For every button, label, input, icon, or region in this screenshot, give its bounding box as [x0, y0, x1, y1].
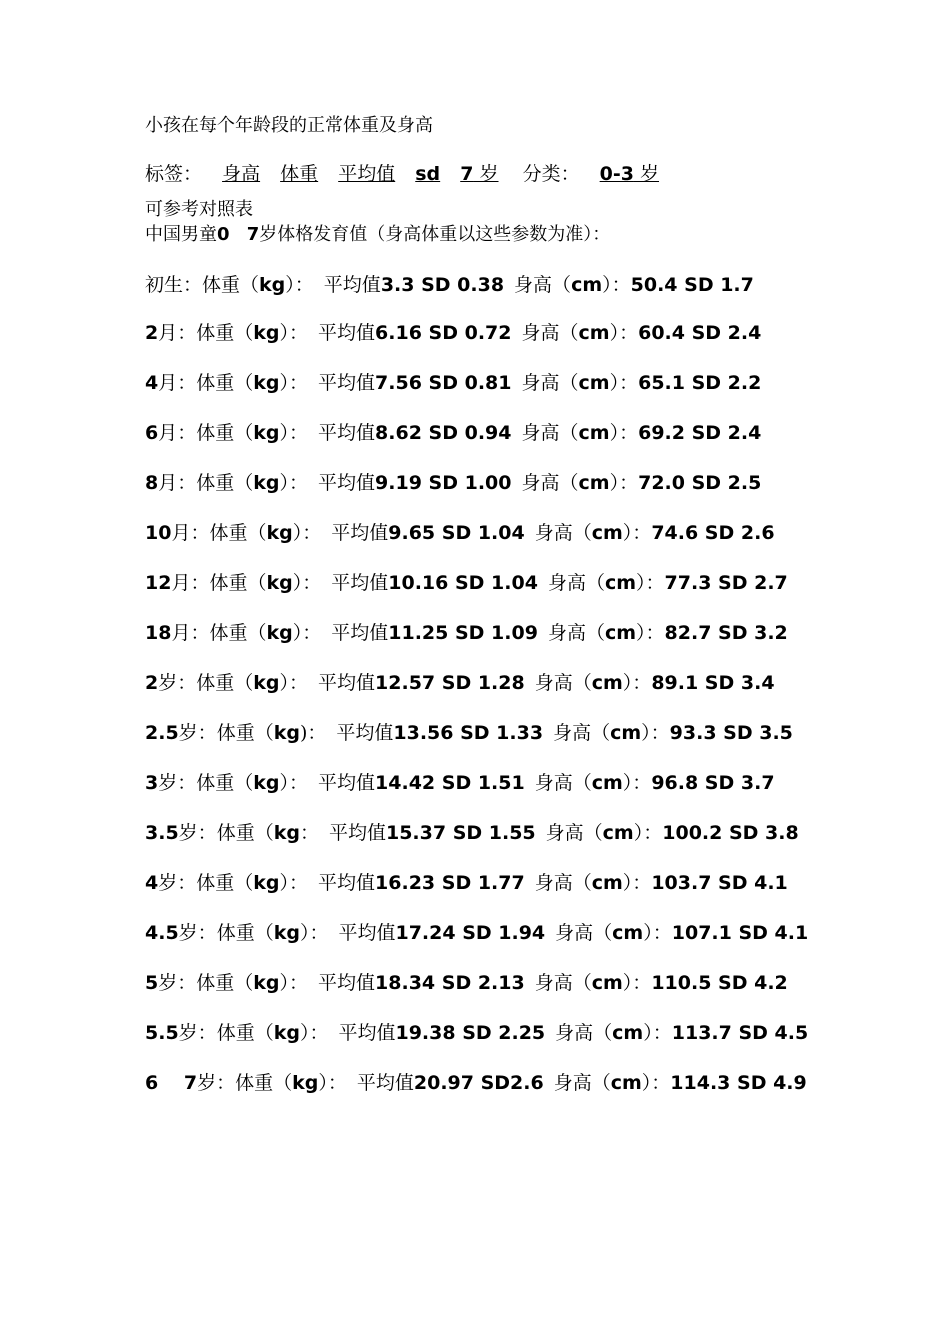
row-kg-unit: kg — [266, 572, 293, 594]
growth-row — [145, 971, 788, 995]
row-kg-unit: kg — [292, 1072, 319, 1094]
growth-row — [145, 1071, 807, 1095]
row-mean-label: 平均值 — [318, 872, 376, 894]
intro-prefix: 中国男童 — [145, 224, 217, 245]
row-height-value: 72.0 SD 2.5 — [638, 472, 762, 494]
row-age-unit: 岁： — [158, 772, 197, 794]
row-age-unit: 月： — [158, 372, 197, 394]
row-age-unit: 初生： — [145, 274, 203, 296]
row-age-unit: 月： — [171, 572, 210, 594]
row-height-value: 114.3 SD 4.9 — [670, 1072, 807, 1094]
growth-row — [145, 771, 775, 795]
row-weight-label: 体重（ — [202, 274, 260, 296]
row-weight-close: ）： — [279, 872, 309, 894]
row-cm-unit: cm — [610, 1072, 642, 1094]
row-height-close: ）： — [643, 1022, 672, 1044]
row-age-unit: 岁： — [178, 1022, 217, 1044]
row-age: 2 — [145, 322, 159, 344]
row-age-unit: 岁： — [178, 822, 217, 844]
row-height-close: ）： — [609, 372, 639, 394]
row-kg-unit: kg — [259, 274, 286, 296]
growth-row — [145, 721, 793, 745]
row-height-label: 身高（ — [534, 872, 592, 894]
tags-line — [145, 162, 659, 186]
row-cm-unit: cm — [602, 822, 634, 844]
row-mean-label: 平均值 — [328, 822, 386, 844]
row-kg-unit: kg — [253, 472, 280, 494]
row-height-close: ）： — [636, 572, 665, 594]
row-age: 10 — [145, 522, 172, 544]
growth-row — [145, 921, 808, 945]
row-age-unit: 岁： — [178, 922, 217, 944]
row-weight-label: 体重（ — [209, 572, 267, 594]
row-cm-unit: cm — [610, 722, 642, 744]
row-age: 18 — [145, 622, 172, 644]
row-height-value: 93.3 SD 3.5 — [669, 722, 793, 744]
row-height-label: 身高（ — [555, 922, 613, 944]
category-label: 分类： — [522, 163, 580, 185]
row-cm-unit: cm — [591, 672, 623, 694]
row-weight-value: 12.57 SD 1.28 — [375, 672, 525, 694]
row-weight-value: 11.25 SD 1.09 — [388, 622, 538, 644]
row-height-value: 89.1 SD 3.4 — [651, 672, 775, 694]
row-weight-value: 6.16 SD 0.72 — [375, 322, 512, 344]
row-weight-close: ）： — [285, 274, 314, 296]
row-weight-value: 9.65 SD 1.04 — [388, 522, 525, 544]
row-weight-label: 体重（ — [196, 872, 254, 894]
tag-7-unit: 岁 — [479, 163, 499, 185]
row-height-close: ）： — [622, 672, 652, 694]
row-mean-label: 平均值 — [331, 522, 389, 544]
row-weight-label: 体重（ — [196, 422, 254, 444]
row-cm-unit: cm — [591, 772, 623, 794]
row-kg-unit: kg — [266, 522, 293, 544]
row-weight-label: 体重（ — [216, 922, 274, 944]
growth-row — [145, 821, 799, 845]
growth-row — [145, 321, 761, 345]
row-height-label: 身高（ — [521, 372, 579, 394]
row-height-value: 110.5 SD 4.2 — [651, 972, 788, 994]
row-height-value: 103.7 SD 4.1 — [651, 872, 788, 894]
row-weight-value: 8.62 SD 0.94 — [375, 422, 512, 444]
row-height-close: ）： — [622, 522, 652, 544]
row-weight-value: 14.42 SD 1.51 — [375, 772, 525, 794]
growth-row — [145, 571, 788, 595]
row-kg-unit: kg — [253, 772, 280, 794]
row-cm-unit: cm — [604, 572, 637, 594]
row-weight-value: 19.38 SD 2.25 — [395, 1022, 546, 1044]
growth-row — [145, 671, 775, 695]
row-height-close: ）： — [609, 422, 639, 444]
row-weight-label: 体重（ — [196, 372, 254, 394]
row-cm-unit: cm — [578, 372, 610, 394]
row-height-label: 身高（ — [553, 1072, 611, 1094]
row-height-close: ）： — [636, 622, 665, 644]
row-age: 2 — [145, 672, 159, 694]
row-mean-label: 平均值 — [331, 622, 389, 644]
row-height-close: ）： — [602, 274, 631, 296]
row-kg-unit: kg — [253, 872, 280, 894]
row-mean-label: 平均值 — [338, 922, 396, 944]
row-weight-label: 体重（ — [196, 472, 254, 494]
row-mean-label: 平均值 — [356, 1072, 414, 1094]
row-height-label: 身高（ — [534, 772, 592, 794]
row-height-close: ）： — [633, 822, 663, 844]
row-weight-value: 3.3 SD 0.38 — [380, 274, 505, 296]
row-weight-label: 体重（ — [216, 1022, 274, 1044]
row-mean-label: 平均值 — [331, 572, 389, 594]
row-height-label: 身高（ — [555, 1022, 613, 1044]
row-age: 12 — [145, 572, 172, 594]
tag-weight[interactable]: 体重 — [280, 163, 319, 185]
row-kg-unit: kg — [266, 622, 293, 644]
row-weight-value: 16.23 SD 1.77 — [375, 872, 525, 894]
row-height-close: ）： — [622, 872, 652, 894]
tag-7-num: 7 — [460, 163, 474, 185]
tag-sd[interactable]: sd — [415, 163, 441, 185]
row-height-label: 身高（ — [547, 622, 605, 644]
row-age: 5 — [145, 972, 159, 994]
row-weight-value: 20.97 SD2.6 — [413, 1072, 544, 1094]
row-age: 3.5 — [145, 822, 179, 844]
intro-num-a: 0 — [217, 224, 230, 245]
row-weight-close: ）： — [292, 622, 322, 644]
row-height-label: 身高（ — [521, 422, 579, 444]
row-height-value: 60.4 SD 2.4 — [638, 322, 762, 344]
growth-row — [145, 421, 761, 445]
row-weight-label: 体重（ — [196, 972, 254, 994]
row-weight-close: ）： — [279, 672, 309, 694]
growth-row — [145, 273, 754, 297]
row-cm-unit: cm — [578, 422, 610, 444]
row-age-unit: 月： — [171, 522, 210, 544]
row-weight-value: 10.16 SD 1.04 — [388, 572, 538, 594]
document-title: 小孩在每个年龄段的正常体重及身高 — [145, 115, 433, 136]
row-height-value: 77.3 SD 2.7 — [664, 572, 788, 594]
row-weight-label: 体重（ — [196, 672, 254, 694]
row-weight-label: 体重（ — [216, 822, 274, 844]
row-age-unit: 岁： — [178, 722, 217, 744]
row-weight-close: ）： — [279, 322, 309, 344]
row-height-close: ）： — [609, 472, 639, 494]
row-kg-unit: kg — [253, 322, 280, 344]
row-height-label: 身高（ — [545, 822, 603, 844]
row-height-close: ）： — [609, 322, 639, 344]
growth-row — [145, 1021, 808, 1045]
growth-row — [145, 471, 761, 495]
row-weight-value: 7.56 SD 0.81 — [375, 372, 512, 394]
row-weight-label: 体重（ — [235, 1072, 293, 1094]
row-weight-label: 体重（ — [196, 772, 254, 794]
row-weight-close: ）： — [318, 1072, 347, 1094]
row-cm-unit: cm — [591, 872, 623, 894]
tag-mean[interactable]: 平均值 — [338, 163, 396, 185]
row-mean-label: 平均值 — [318, 422, 376, 444]
row-mean-label: 平均值 — [318, 672, 376, 694]
growth-row — [145, 871, 788, 895]
category-link[interactable] — [600, 163, 659, 185]
row-cm-unit: cm — [612, 1022, 644, 1044]
row-height-value: 65.1 SD 2.2 — [638, 372, 762, 394]
row-mean-label: 平均值 — [338, 1022, 396, 1044]
row-cm-unit: cm — [612, 922, 644, 944]
row-height-value: 50.4 SD 1.7 — [630, 274, 754, 296]
row-age: 8 — [145, 472, 159, 494]
row-weight-value: 13.56 SD 1.33 — [393, 722, 544, 744]
row-age-unit: 月： — [158, 322, 197, 344]
growth-row — [145, 521, 775, 545]
category-unit: 岁 — [640, 163, 660, 185]
intro-line — [145, 223, 610, 247]
row-mean-label: 平均值 — [318, 772, 376, 794]
growth-row — [145, 371, 761, 395]
row-mean-label: 平均值 — [323, 274, 381, 296]
category-num: 0-3 — [599, 163, 634, 185]
row-weight-value: 15.37 SD 1.55 — [385, 822, 536, 844]
tag-height[interactable]: 身高 — [222, 163, 261, 185]
row-cm-unit: cm — [591, 522, 623, 544]
row-cm-unit: cm — [578, 322, 610, 344]
row-height-label: 身高（ — [534, 522, 592, 544]
row-weight-close: ）： — [279, 422, 309, 444]
row-height-label: 身高（ — [547, 572, 605, 594]
row-kg-unit: kg — [253, 672, 280, 694]
row-height-value: 74.6 SD 2.6 — [651, 522, 775, 544]
row-weight-close: ）： — [279, 472, 309, 494]
row-weight-value: 17.24 SD 1.94 — [395, 922, 546, 944]
row-kg-unit: kg — [273, 922, 300, 944]
row-height-label: 身高（ — [514, 274, 572, 296]
growth-row — [145, 621, 788, 645]
row-age-unit: 月： — [158, 472, 197, 494]
row-weight-close: )： — [299, 722, 327, 744]
row-mean-label: 平均值 — [318, 472, 376, 494]
row-height-close: ）： — [641, 1072, 671, 1094]
row-age: 4 — [145, 372, 159, 394]
row-weight-close: ）： — [279, 372, 309, 394]
row-weight-close: ）： — [292, 522, 322, 544]
row-kg-unit: kg — [253, 372, 280, 394]
row-weight-label: 体重（ — [209, 522, 267, 544]
row-height-label: 身高（ — [534, 672, 592, 694]
row-age: 6 — [145, 422, 159, 444]
row-age: 3 — [145, 772, 159, 794]
row-weight-value: 18.34 SD 2.13 — [375, 972, 525, 994]
row-kg-unit: kg — [273, 1022, 300, 1044]
row-height-value: 69.2 SD 2.4 — [638, 422, 762, 444]
row-weight-close: ）： — [299, 1022, 329, 1044]
row-cm-unit: cm — [604, 622, 637, 644]
row-weight-label: 体重（ — [216, 722, 274, 744]
reference-note: 可参考对照表 — [145, 199, 253, 220]
row-age-unit: 岁： — [197, 1072, 236, 1094]
row-height-value: 96.8 SD 3.7 — [651, 772, 775, 794]
row-weight-close: ）： — [279, 772, 309, 794]
row-cm-unit: cm — [578, 472, 610, 494]
row-age-unit: 岁： — [158, 872, 197, 894]
row-age: 4.5 — [145, 922, 179, 944]
row-age: 2.5 — [145, 722, 179, 744]
row-cm-unit: cm — [591, 972, 623, 994]
row-weight-close: ）： — [279, 972, 309, 994]
row-mean-label: 平均值 — [318, 322, 376, 344]
row-age-unit: 月： — [171, 622, 210, 644]
row-height-close: ）： — [622, 772, 652, 794]
row-weight-label: 体重（ — [209, 622, 267, 644]
row-height-close: ）： — [622, 972, 652, 994]
row-mean-label: 平均值 — [336, 722, 394, 744]
row-height-label: 身高（ — [521, 472, 579, 494]
row-age: 5.5 — [145, 1022, 179, 1044]
row-height-close: ）： — [643, 922, 672, 944]
row-mean-label: 平均值 — [318, 972, 376, 994]
row-height-value: 113.7 SD 4.5 — [671, 1022, 809, 1044]
row-height-label: 身高（ — [521, 322, 579, 344]
row-cm-unit: cm — [571, 274, 603, 296]
row-age-unit: 月： — [158, 422, 197, 444]
row-height-close: ）： — [641, 722, 670, 744]
row-weight-value: 9.19 SD 1.00 — [375, 472, 512, 494]
row-weight-close: ）： — [292, 572, 322, 594]
row-kg-unit: kg — [273, 722, 300, 744]
row-mean-label: 平均值 — [318, 372, 376, 394]
row-kg-unit: kg — [273, 822, 300, 844]
row-weight-close: ）： — [299, 922, 329, 944]
intro-suffix: 岁体格发育值（身高体重以这些参数为准）： — [259, 224, 611, 245]
row-height-label: 身高（ — [553, 722, 611, 744]
tag-7-years[interactable] — [460, 163, 498, 185]
row-weight-label: 体重（ — [196, 322, 254, 344]
row-age: 4 — [145, 872, 159, 894]
row-height-value: 82.7 SD 3.2 — [664, 622, 788, 644]
row-kg-unit: kg — [253, 422, 280, 444]
row-kg-unit: kg — [253, 972, 280, 994]
row-weight-close: ： — [299, 822, 319, 844]
intro-num-b: 7 — [246, 224, 260, 245]
row-age: 6 7 — [145, 1072, 198, 1094]
row-height-value: 107.1 SD 4.1 — [671, 922, 809, 944]
row-height-value: 100.2 SD 3.8 — [662, 822, 799, 844]
row-height-label: 身高（ — [534, 972, 592, 994]
row-age-unit: 岁： — [158, 672, 197, 694]
tags-label: 标签： — [145, 163, 203, 185]
row-age-unit: 岁： — [158, 972, 197, 994]
